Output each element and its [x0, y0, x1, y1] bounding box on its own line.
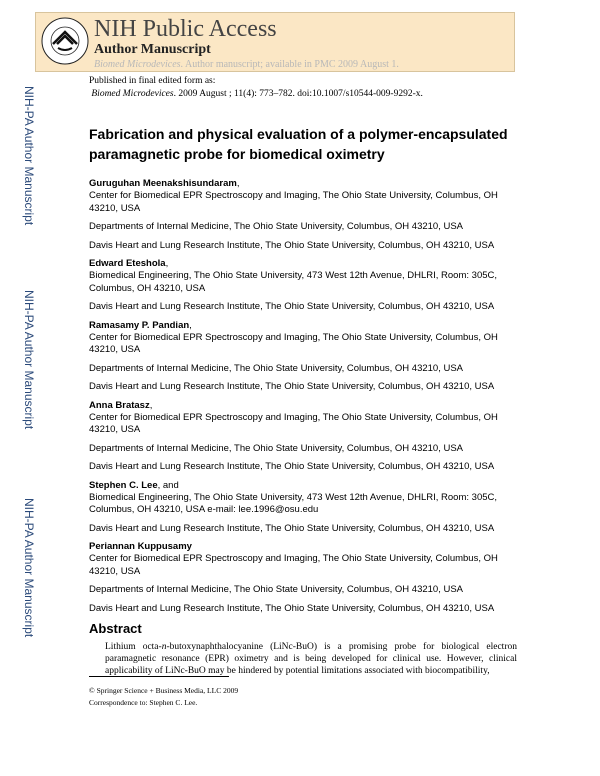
author-name-text: Stephen C. Lee [89, 479, 158, 491]
author-list [89, 178, 517, 615]
publication-journal: Biomed Microdevices [91, 89, 174, 99]
author-name-text: Guruguhan Meenakshisundaram [89, 178, 237, 189]
author-affiliation: Departments of Internal Medicine, The Ohio State University, Columbus, OH 43210, USA [89, 221, 464, 232]
header-availability-text: . Author manuscript; available in PMC 2009 August 1. [180, 59, 399, 70]
author-block [89, 178, 517, 252]
author-affiliation: Center for Biomedical EPR Spectroscopy and Imaging, The Ohio State University, Columbus, OH 43210, USA [89, 190, 498, 214]
publication-citation: . 2009 August ; 11(4): 773–782. doi:10.1007/s10544-009-9292-x. [173, 89, 423, 99]
header-availability [94, 59, 399, 70]
footnote-divider [89, 676, 229, 677]
author-name-text: Ramasamy P. Pandian [89, 319, 190, 331]
author-name-suffix: , [149, 399, 153, 411]
author-affiliation: Center for Biomedical EPR Spectroscopy and Imaging, The Ohio State University, Columbus, OH 43210, USA [89, 331, 498, 355]
abstract-text [105, 641, 517, 677]
author-affiliation: Departments of Internal Medicine, The Ohio State University, Columbus, OH 43210, USA [89, 442, 464, 454]
author-affiliation: Center for Biomedical EPR Spectroscopy and Imaging, The Ohio State University, Columbus, OH 43210, USA [89, 553, 498, 577]
article-title: Fabrication and physical evaluation of a polymer-encapsulated paramagnetic probe for biomedical oximetry [89, 126, 508, 162]
author-name-suffix: , [165, 258, 169, 269]
author-block [89, 480, 517, 536]
author-name [89, 400, 517, 412]
author-affiliation: Biomedical Engineering, The Ohio State University, 473 West 12th Avenue, DHLRI, Room: 305C, Columbus, OH 43210, USA [89, 270, 498, 294]
article-content [89, 124, 517, 677]
author-block [89, 258, 517, 314]
abstract-heading: Abstract [89, 621, 142, 636]
author-name [89, 541, 517, 553]
author-affiliation: Center for Biomedical EPR Spectroscopy and Imaging, The Ohio State University, Columbus, OH 43210, USA [89, 411, 498, 435]
publication-info [89, 75, 423, 101]
author-name [89, 258, 517, 270]
author-affiliation: Davis Heart and Lung Research Institute, The Ohio State University, Columbus, OH 43210, USA [89, 301, 495, 312]
author-name [89, 178, 517, 190]
author-affiliation: Davis Heart and Lung Research Institute, The Ohio State University, Columbus, OH 43210, USA [89, 239, 495, 251]
footnote-copyright: © Springer Science + Business Media, LLC 2009 [89, 686, 239, 695]
author-affiliation: Davis Heart and Lung Research Institute, The Ohio State University, Columbus, OH 43210, USA [89, 461, 495, 472]
author-name-text: Edward Eteshola [89, 258, 166, 269]
author-name-suffix: , [189, 319, 192, 331]
author-name [89, 320, 517, 332]
author-name-suffix: , and [157, 479, 179, 491]
author-affiliation: Davis Heart and Lung Research Institute, The Ohio State University, Columbus, OH 43210, USA [89, 522, 495, 534]
author-affiliation: Departments of Internal Medicine, The Ohio State University, Columbus, OH 43210, USA [89, 584, 464, 595]
abstract-italic: n [161, 642, 167, 652]
author-affiliation: Davis Heart and Lung Research Institute, The Ohio State University, Columbus, OH 43210, USA [89, 381, 495, 392]
author-name-text: Periannan Kuppusamy [89, 541, 192, 552]
header-journal: Biomed Microdevices [94, 59, 181, 70]
nih-logo-icon [41, 17, 89, 65]
header-title: NIH Public Access [94, 16, 277, 42]
author-block [89, 541, 517, 615]
author-name-suffix: , [236, 178, 240, 189]
header-subtitle: Author Manuscript [94, 42, 211, 57]
author-name-text: Anna Bratasz [89, 399, 150, 411]
author-affiliation: Biomedical Engineering, The Ohio State University, 473 West 12th Avenue, DHLRI, Room: 305C, Columbus, OH 43210, USA e-mail: lee.1996@osu.edu [89, 491, 498, 515]
sidebar-label-3: NIH-PA Author Manuscript [22, 498, 36, 638]
author-block [89, 400, 517, 474]
abstract-part-1: Lithium octa- [105, 642, 162, 652]
footnote-correspondence: Correspondence to: Stephen C. Lee. [89, 698, 198, 707]
sidebar-label-2: NIH-PA Author Manuscript [22, 290, 36, 430]
abstract-part-2: -butoxynaphthalocyanine (LiNc-BuO) is a promising probe for biological electron paramagnetic resonance (EPR) oximetry and is being developed for clinical use. However, clinical applicability of LiNc-BuO may be hindered by potential limitations associated with biocompatibility, [105, 642, 517, 676]
publication-citation-line [89, 88, 423, 101]
author-affiliation: Departments of Internal Medicine, The Ohio State University, Columbus, OH 43210, USA [89, 362, 464, 374]
sidebar-label-1: NIH-PA Author Manuscript [22, 86, 36, 226]
publication-intro: Published in final edited form as: [89, 76, 216, 86]
author-affiliation: Davis Heart and Lung Research Institute, The Ohio State University, Columbus, OH 43210, USA [89, 602, 495, 614]
nih-header-banner [35, 12, 515, 72]
author-name [89, 480, 517, 492]
author-block [89, 320, 517, 394]
